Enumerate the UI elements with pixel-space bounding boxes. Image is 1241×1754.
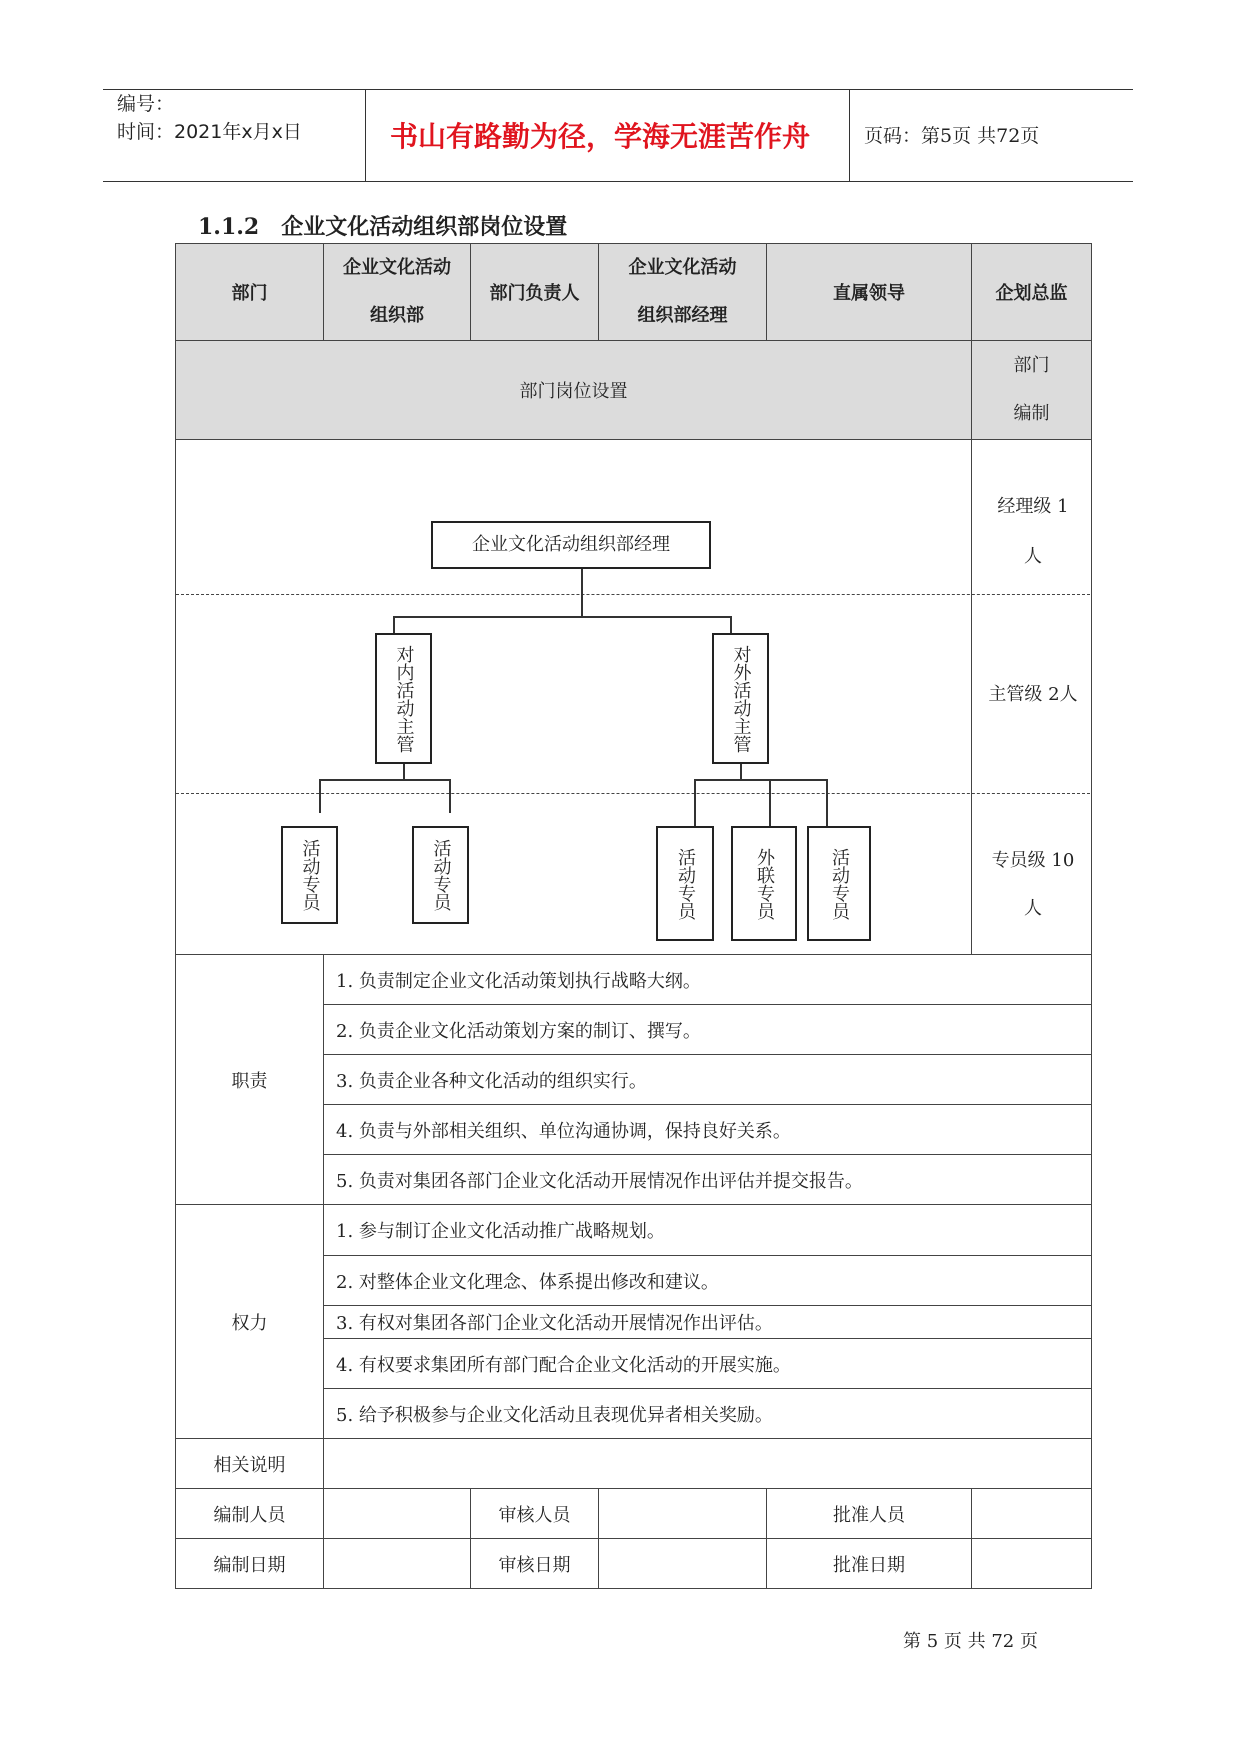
code-label: 编号： [117, 93, 175, 115]
motto: 书山有路勤为径，学海无涯苦作舟 [390, 120, 811, 153]
prepared-by-label: 编制人员 [176, 1489, 324, 1539]
level-divider-1 [176, 594, 1090, 595]
duty-item: 1. 负责制定企业文化活动策划执行战略大纲。 [324, 955, 1092, 1005]
org-sup-external-box: 对外活动主管 [712, 633, 769, 764]
prepared-date-value[interactable] [324, 1539, 471, 1589]
approved-date-value[interactable] [972, 1539, 1092, 1589]
approved-by-value[interactable] [972, 1489, 1092, 1539]
power-item: 4. 有权要求集团所有部门配合企业文化活动的开展实施。 [324, 1339, 1092, 1389]
duties-label: 职责 [176, 955, 324, 1205]
leader-value: 企划总监 [972, 244, 1092, 341]
power-item: 3. 有权对集团各部门企业文化活动开展情况作出评估。 [324, 1306, 1092, 1339]
notes-label: 相关说明 [176, 1439, 324, 1489]
reviewed-date-value[interactable] [599, 1539, 767, 1589]
level-specialist [976, 837, 1090, 933]
reviewed-by-value[interactable] [599, 1489, 767, 1539]
org-manager-box: 企业文化活动组织部经理 [431, 521, 711, 569]
section-title: 1.1.2 企业文化活动组织部岗位设置 [198, 214, 568, 240]
org-spec-box: 活动专员 [807, 826, 871, 941]
level-specialist-line2: 人 [1024, 898, 1042, 919]
powers-label: 权力 [176, 1205, 324, 1439]
dept-value-line2: 组织部 [370, 305, 424, 326]
level-manager-line2: 人 [1024, 546, 1042, 567]
level-manager-line1: 经理级 1 [997, 496, 1069, 517]
leader-label: 直属领导 [767, 244, 972, 341]
org-spec-box: 活动专员 [412, 826, 469, 924]
approved-by-label: 批准人员 [767, 1489, 972, 1539]
notes-value[interactable] [324, 1439, 1092, 1489]
time-label: 时间：2021年x月x日 [117, 121, 302, 143]
approved-date-label: 批准日期 [767, 1539, 972, 1589]
dept-label: 部门 [176, 244, 324, 341]
head-value [599, 244, 767, 341]
level-supervisor: 主管级 2人 [988, 684, 1078, 705]
page-footer: 第 5 页 共 72 页 [903, 1631, 1038, 1652]
prepared-by-value[interactable] [324, 1489, 471, 1539]
duty-item: 4. 负责与外部相关组织、单位沟通协调，保持良好关系。 [324, 1105, 1092, 1155]
duty-item: 3. 负责企业各种文化活动的组织实行。 [324, 1055, 1092, 1105]
org-spec-box: 活动专员 [656, 826, 714, 941]
head-label: 部门负责人 [471, 244, 599, 341]
duty-item: 5. 负责对集团各部门企业文化活动开展情况作出评估并提交报告。 [324, 1155, 1092, 1205]
dept-value-line1: 企业文化活动 [343, 257, 451, 278]
page-label: 页码：第5页 共72页 [864, 125, 1040, 147]
org-spec-box: 外联专员 [731, 826, 797, 941]
staffing-line2: 编制 [1013, 403, 1050, 424]
level-manager [976, 482, 1090, 582]
reviewed-by-label: 审核人员 [471, 1489, 599, 1539]
org-spec-box: 活动专员 [281, 826, 338, 924]
head-value-line2: 组织部经理 [637, 305, 728, 326]
duty-item: 2. 负责企业文化活动策划方案的制订、撰写。 [324, 1005, 1092, 1055]
power-item: 5. 给予积极参与企业文化活动且表现优异者相关奖励。 [324, 1389, 1092, 1439]
dept-value [324, 244, 471, 341]
org-sup-internal-box: 对内活动主管 [375, 633, 432, 764]
level-specialist-line1: 专员级 10 [991, 850, 1075, 871]
staffing-line1: 部门 [1013, 355, 1050, 376]
level-divider-2 [176, 793, 1090, 794]
power-item: 1. 参与制订企业文化活动推广战略规划。 [324, 1205, 1092, 1256]
prepared-date-label: 编制日期 [176, 1539, 324, 1589]
staffing-label [972, 341, 1092, 440]
head-value-line1: 企业文化活动 [628, 257, 737, 278]
power-item: 2. 对整体企业文化理念、体系提出修改和建议。 [324, 1256, 1092, 1306]
reviewed-date-label: 审核日期 [471, 1539, 599, 1589]
setup-label: 部门岗位设置 [176, 341, 972, 440]
